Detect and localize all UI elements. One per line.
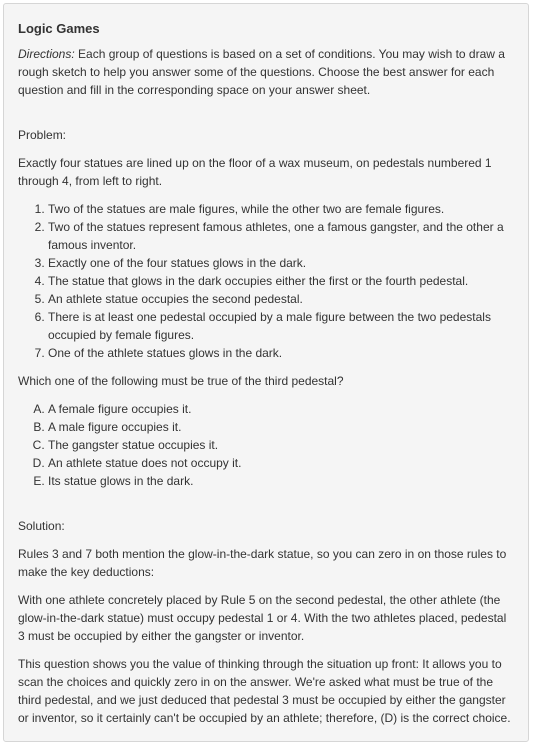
directions-paragraph [18, 45, 515, 99]
page-title: Logic Games [18, 21, 100, 36]
rule-item: 1. Two of the statues are male figures, while the other two are female figures. [48, 200, 515, 218]
rule-item: 4. The statue that glows in the dark occupies either the first or the fourth pedestal. [48, 272, 515, 290]
rule-item: 5. An athlete statue occupies the second pedestal. [48, 290, 515, 308]
solution-paragraph: This question shows you the value of thinking through the situation up front: It allows you to scan the choices and quickly zero in on the answer. We're asked what must be true of the third pedestal, and we just deduced that pedestal 3 must be occupied by either the gangster or inventor, so it certainly can't be occupied by an athlete; therefore, (D) is the correct choice. [18, 657, 511, 725]
solution-label: Solution: [18, 519, 65, 533]
rule-item: 2. Two of the statues represent famous athletes, one a famous gangster, and the other a famous inventor. [48, 218, 515, 254]
choice-item: A. A female figure occupies it. [48, 400, 515, 418]
logic-games-card [3, 3, 529, 742]
choice-item: D. An athlete statue does not occupy it. [48, 454, 515, 472]
rules-list [18, 200, 515, 362]
rule-item: 6. There is at least one pedestal occupied by a male figure between the two pedestals occupied by female figures. [48, 308, 515, 344]
problem-label: Problem: [18, 128, 67, 142]
question-text: Which one of the following must be true of the third pedestal? [18, 374, 344, 388]
solution-paragraph: Rules 3 and 7 both mention the glow-in-the-dark statue, so you can zero in on those rules to make the key deductions: [18, 547, 507, 579]
directions-text: Each group of questions is based on a set of conditions. You may wish to draw a rough sketch to help you answer some of the questions. Choose the best answer for each question and fill in the corresponding space on your answer sheet. [18, 47, 505, 97]
choice-item: E. Its statue glows in the dark. [48, 472, 515, 490]
rule-item: 3. Exactly one of the four statues glows in the dark. [48, 254, 515, 272]
directions-label: Directions: [18, 47, 75, 61]
problem-intro: Exactly four statues are lined up on the floor of a wax museum, on pedestals numbered 1 through 4, from left to right. [18, 156, 492, 188]
solution-paragraph: With one athlete concretely placed by Rule 5 on the second pedestal, the other athlete (the glow-in-the-dark statue) must occupy pedestal 1 or 4. With the two athletes placed, pedestal 3 must be occupied by either the gangster or inventor. [18, 593, 507, 643]
rule-item: 7. One of the athlete statues glows in the dark. [48, 344, 515, 362]
choice-item: C. The gangster statue occupies it. [48, 436, 515, 454]
choice-item: B. A male figure occupies it. [48, 418, 515, 436]
choices-list [18, 400, 515, 490]
